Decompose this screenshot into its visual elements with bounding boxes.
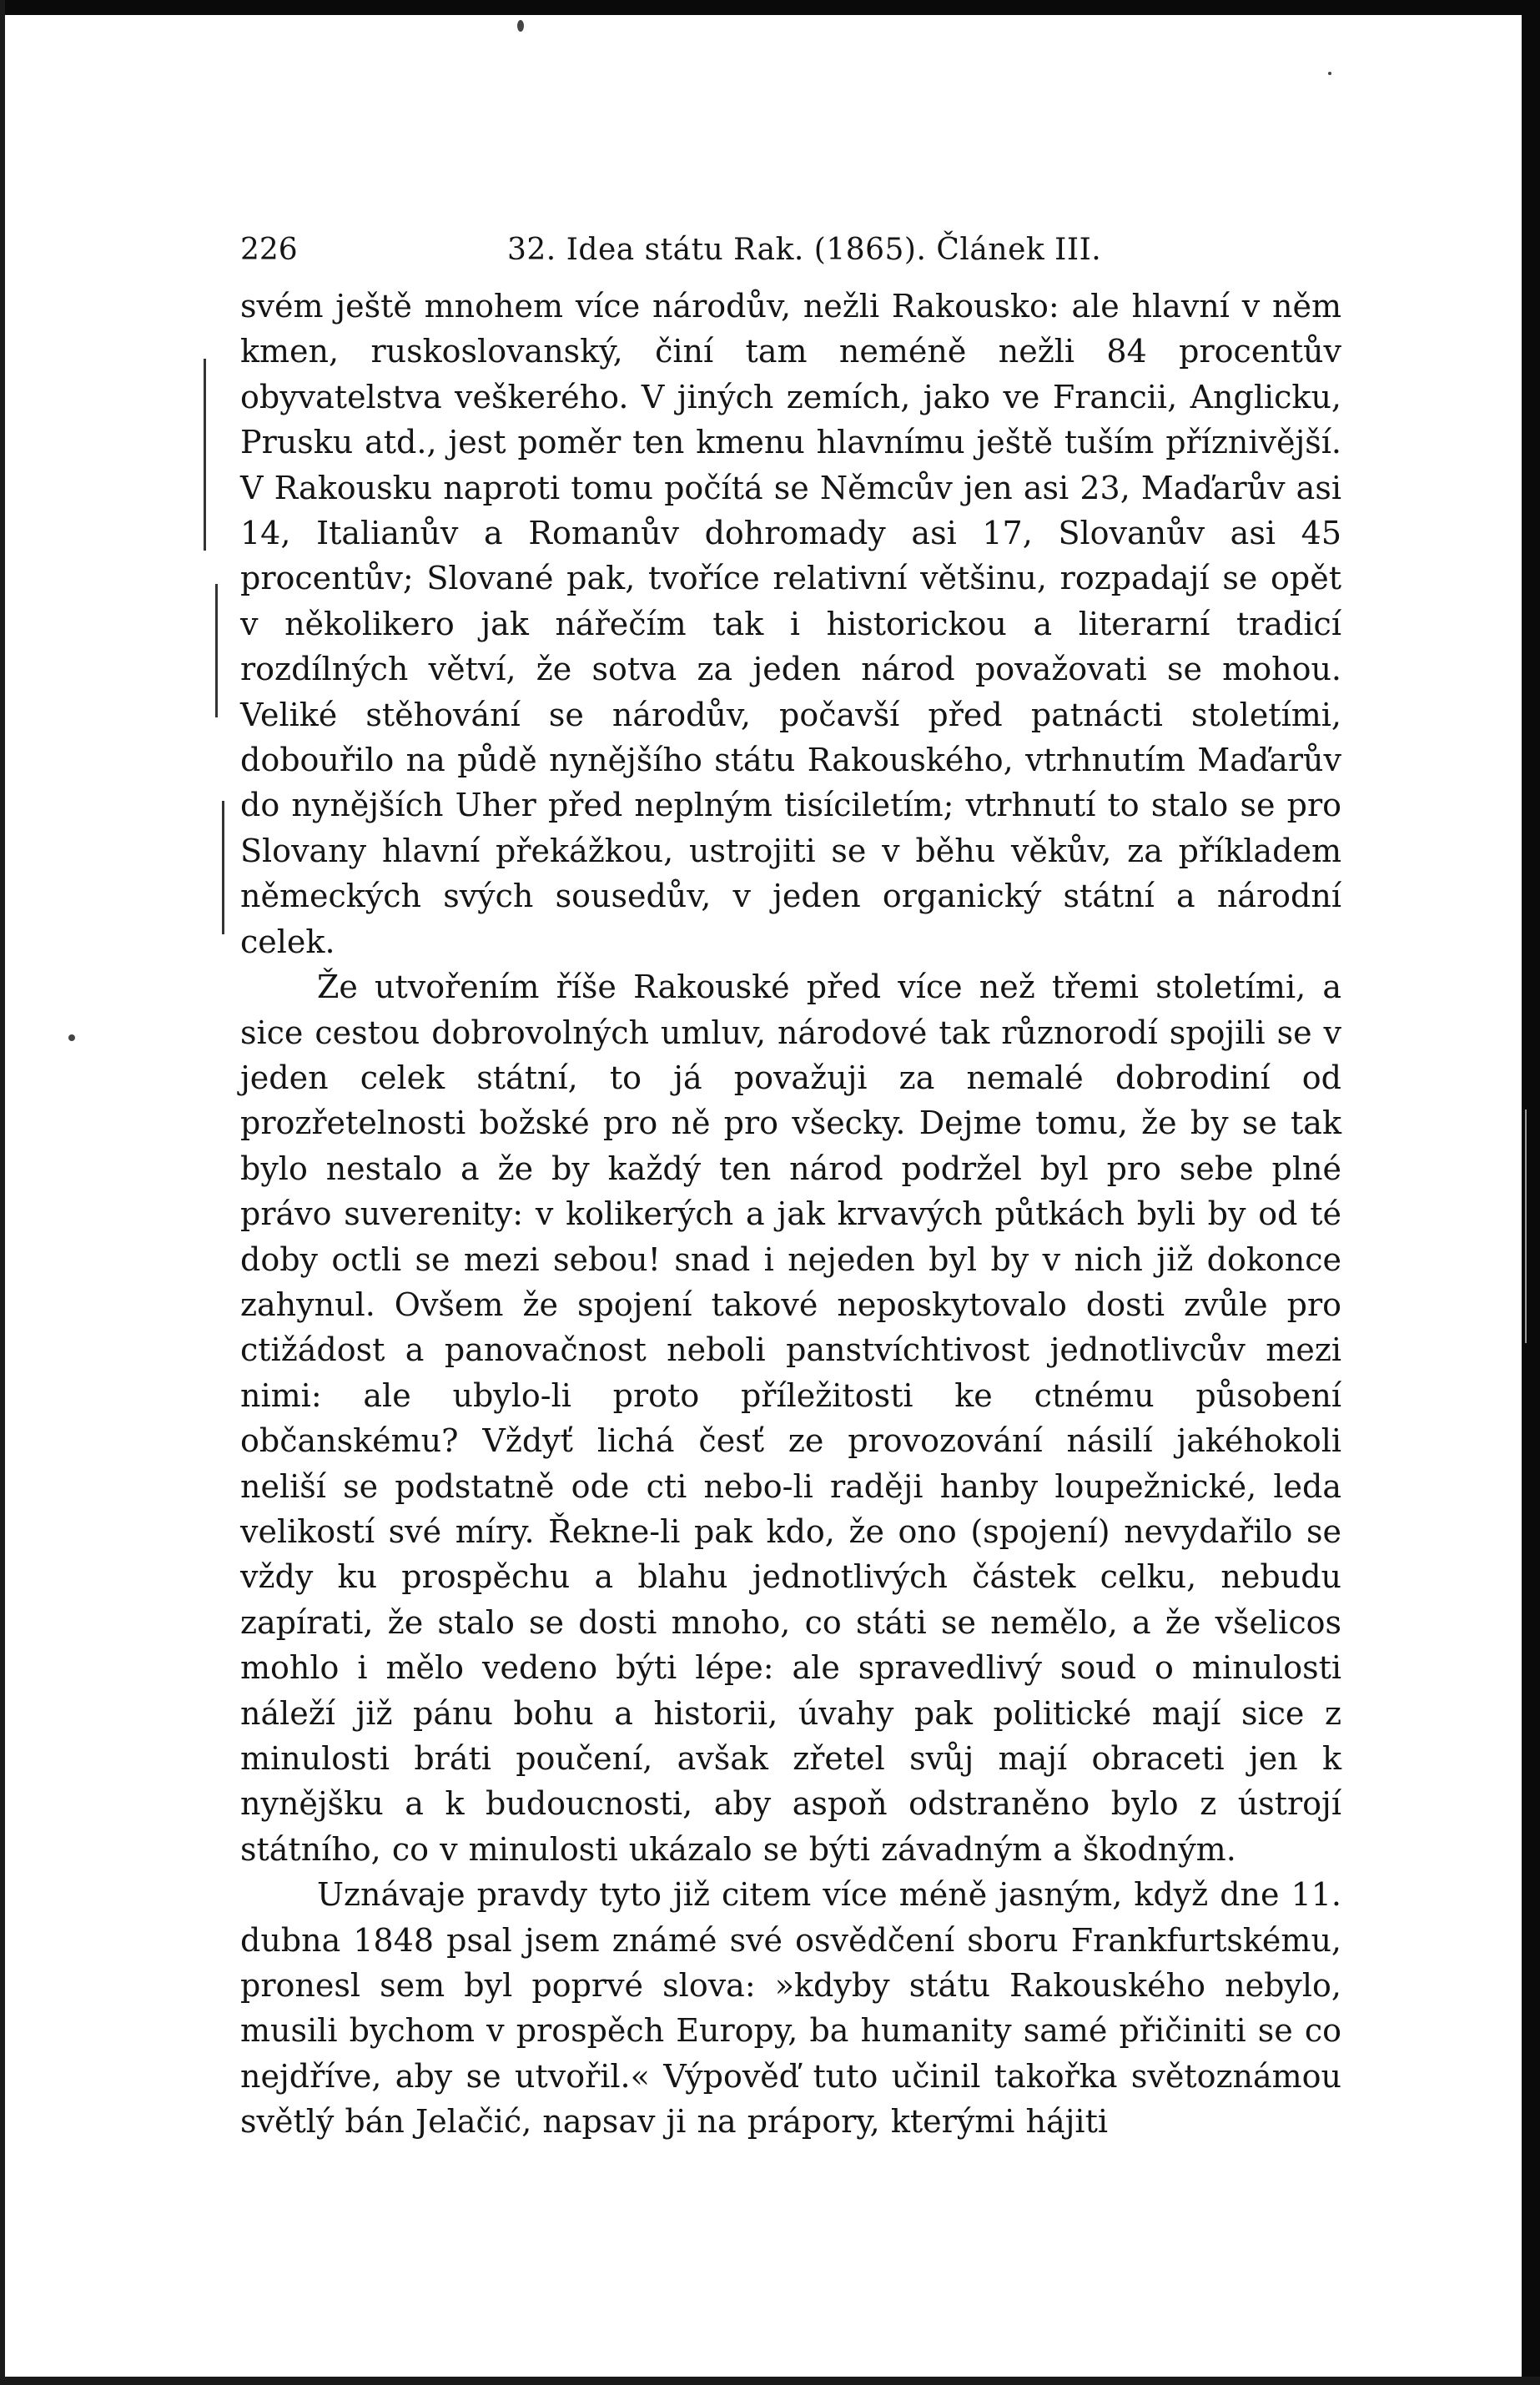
margin-pencil-mark bbox=[1525, 1109, 1527, 1343]
paper-speck bbox=[1328, 72, 1331, 75]
paragraph: Uznávaje pravdy tyto již citem více méně jasným, když dne 11. dubna 1848 psal jsem známé své osvědčení sboru Frankfurtskému, pronesl sem byl poprvé slova: »kdyby státu Rakouského nebylo, musili bychom v prospěch Europy, ba humanity samé přičiniti se co nejdříve, aby se utvořil.« Výpověď tuto učinil takořka světoznámou světlý bán Jelačić, napsav ji na prápory, kterými hájiti bbox=[240, 1876, 1341, 2141]
margin-pencil-mark bbox=[215, 584, 218, 717]
body-text bbox=[240, 284, 1341, 2145]
page-header bbox=[240, 217, 1341, 284]
paragraph: Že utvořením říše Rakouské před více než třemi stoletími, a sice cestou dobrovolných umluv, národové tak různorodí spojili se v jeden celek státní, to já považuji za nemalé dobrodiní od prozřetelnosti božské pro ně pro všecky. Dejme tomu, že by se tak bylo nestalo a že by každý ten národ podržel byl pro sebe plné právo suverenity: v kolikerých a jak krvavých půtkách byli by od té doby octli se mezi sebou! snad i nejeden byl by v nich již dokonce zahynul. Ovšem že spojení takové neposkytovalo dosti zvůle pro ctižádost a panovačnost neboli panstvíchtivost jednotlivcův mezi nimi: ale ubylo-li proto příležitosti ke ctnému působení občanskému? Vždyť lichá česť ze provozování násilí jakéhokoli neliší se podstatně ode cti nebo-li raději hanby loupežnické, leda velikostí své míry. Řekne-li pak kdo, že ono (spojení) nevydařilo se vždy ku prospěchu a blahu jednotlivých částek celku, nebudu zapírati, že stalo se dosti mnoho, co státi se nemělo, a že všelicos mohlo i mělo vedeno býti lépe: ale spravedlivý soud o minulosti náleží již pánu bohu a historii, úvahy pak politické mají sice z minulosti bráti poučení, avšak zřetel svůj mají obraceti jen k nynějšku a k budoucnosti, aby aspoň odstraněno bylo z ústrojí státního, co v minulosti ukázalo se býti závadným a škodným. bbox=[240, 969, 1341, 1868]
paper-speck bbox=[68, 1034, 75, 1041]
margin-pencil-mark bbox=[204, 359, 206, 551]
scan-border-left bbox=[0, 0, 5, 2385]
paper-speck bbox=[517, 20, 524, 32]
paragraph: svém ještě mnohem více národův, nežli Rakousko: ale hlavní v něm kmen, ruskoslovanský, činí tam neméně nežli 84 procentův obyvatelstva veškerého. V jiných zemích, jako ve Francii, Anglicku, Prusku atd., jest poměr ten kmenu hlavnímu ještě tuším příznivější. V Rakousku naproti tomu počítá se Němcův jen asi 23, Maďarův asi 14, Italianův a Romanův dohromady asi 17, Slovanův asi 45 procentův; Slované pak, tvoříce relativní většinu, rozpadají se opět v několikero jak nářečím tak i historickou a literarní tradicí rozdílných větví, že sotva za jeden národ považovati se mohou. Veliké stěhování se národův, počavší před patnácti stoletími, dobouřilo na půdě nynějšího státu Rakouského, vtrhnutím Maďarův do nynějších Uher před neplným tisíciletím; vtrhnutí to stalo se pro Slovany hlavní překážkou, ustrojiti se v běhu věkův, za příkladem německých svých sousedův, v jeden organický státní a národní celek. bbox=[240, 288, 1341, 960]
margin-pencil-mark bbox=[222, 801, 224, 934]
book-page bbox=[240, 217, 1341, 2145]
scan-border-bottom bbox=[0, 2377, 1540, 2385]
running-title: 32. Idea státu Rak. (1865). Článek III. bbox=[507, 233, 1102, 267]
page-number: 226 bbox=[240, 233, 298, 267]
scan-border-top bbox=[0, 0, 1540, 15]
